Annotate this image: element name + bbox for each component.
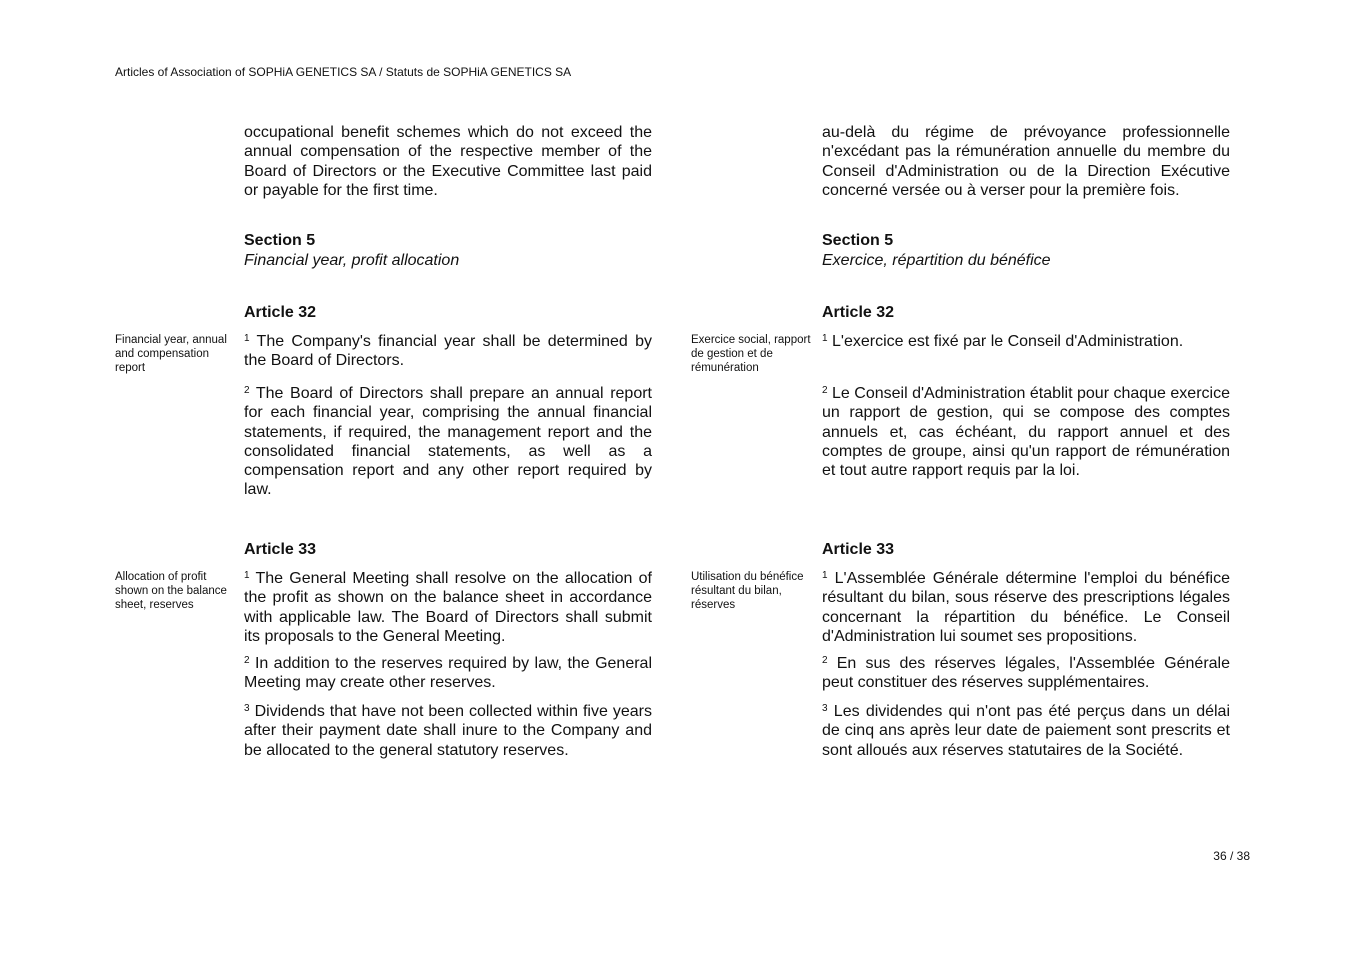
fr-article33-title: Article 33 [822, 541, 895, 558]
paragraph-text: The Company's financial year shall be determined by the Board of Directors. [244, 333, 652, 370]
paragraph-text: Dividends that have not been collected within five years after their payment date shall inure to the Company and be allocated to the general statutory reserves. [244, 703, 652, 759]
paragraph-number: 1 [822, 333, 828, 344]
paragraph-number: 2 [822, 655, 828, 666]
paragraph-number: 2 [244, 385, 250, 396]
fr-article33-margin-note: Utilisation du bénéfice résultant du bilan, réserves [691, 571, 804, 611]
paragraph-number: 1 [244, 570, 250, 581]
paragraph-text: L'Assemblée Générale détermine l'emploi du bénéfice résultant du bilan, sous réserve des prescriptions légales concernant la répartition du bénéfice. Le Conseil d'Administration lui soumet ses propositions. [822, 570, 1230, 645]
en-section-subtitle: Financial year, profit allocation [244, 252, 460, 269]
paragraph-number: 3 [244, 703, 250, 714]
paragraph-number: 3 [822, 703, 828, 714]
en-article32-para2 [244, 384, 652, 500]
fr-article33-para2 [822, 654, 1230, 693]
fr-article32-title: Article 32 [822, 304, 895, 321]
fr-section-title: Section 5 [822, 232, 894, 249]
paragraph-number: 1 [822, 570, 828, 581]
en-article33-margin-note: Allocation of profit shown on the balance sheet, reserves [115, 571, 227, 611]
en-section-title: Section 5 [244, 232, 316, 249]
en-article32-title: Article 32 [244, 304, 317, 321]
fr-article32-para1 [822, 332, 1230, 351]
fr-section-subtitle: Exercice, répartition du bénéfice [822, 252, 1051, 269]
page-header: Articles of Association of SOPHiA GENETICS SA / Statuts de SOPHiA GENETICS SA [115, 65, 572, 79]
fr-intro-text: au-delà du régime de prévoyance professionnelle n'excédant pas la rémunération annuelle du membre du Conseil d'Administration ou de la Direction Exécutive concerné versée ou à verser pour la première fois. [822, 124, 1230, 199]
fr-article33-para3 [822, 702, 1230, 760]
en-article32-para1 [244, 332, 652, 371]
paragraph-text: Le Conseil d'Administration établit pour chaque exercice un rapport de gestion, qui se compose des comptes annuels et, cas échéant, du rapport annuel et des comptes de groupe, ainsi qu'un rapport de rémunération et tout autre rapport requis par la loi. [822, 385, 1230, 480]
en-article33-title: Article 33 [244, 541, 317, 558]
en-article32-margin-note: Financial year, annual and compensation report [115, 334, 227, 374]
fr-article33-para1 [822, 569, 1230, 646]
paragraph-number: 2 [244, 655, 250, 666]
paragraph-text: The Board of Directors shall prepare an annual report for each financial year, comprising the annual financial statements, if required, the management report and the consolidated financial statements, as well as a compensation report and any other report required by law. [244, 385, 652, 499]
page-number: 36 / 38 [1213, 849, 1250, 863]
en-article33-para3 [244, 702, 652, 760]
paragraph-text: In addition to the reserves required by law, the General Meeting may create other reserves. [244, 655, 653, 692]
paragraph-number: 2 [822, 385, 828, 396]
fr-article32-margin-note: Exercice social, rapport de gestion et de rémunération [691, 334, 811, 374]
en-intro-text: occupational benefit schemes which do not exceed the annual compensation of the respective member of the Board of Directors or the Executive Committee last paid or payable for the first time. [244, 124, 652, 199]
paragraph-text: The General Meeting shall resolve on the allocation of the profit as shown on the balance sheet in accordance with applicable law. The Board of Directors shall submit its proposals to the General Meeting. [244, 570, 652, 645]
paragraph-number: 1 [244, 333, 250, 344]
paragraph-text: En sus des réserves légales, l'Assemblée Générale peut constituer des réserves supplémentaires. [822, 655, 1230, 692]
en-article33-para2 [244, 654, 652, 693]
paragraph-text: L'exercice est fixé par le Conseil d'Administration. [832, 333, 1184, 350]
paragraph-text: Les dividendes qui n'ont pas été perçus dans un délai de cinq ans après leur date de paiement sont prescrits et sont alloués aux réserves statutaires de la Société. [822, 703, 1230, 759]
fr-article32-para2 [822, 384, 1230, 480]
en-article33-para1 [244, 569, 652, 646]
